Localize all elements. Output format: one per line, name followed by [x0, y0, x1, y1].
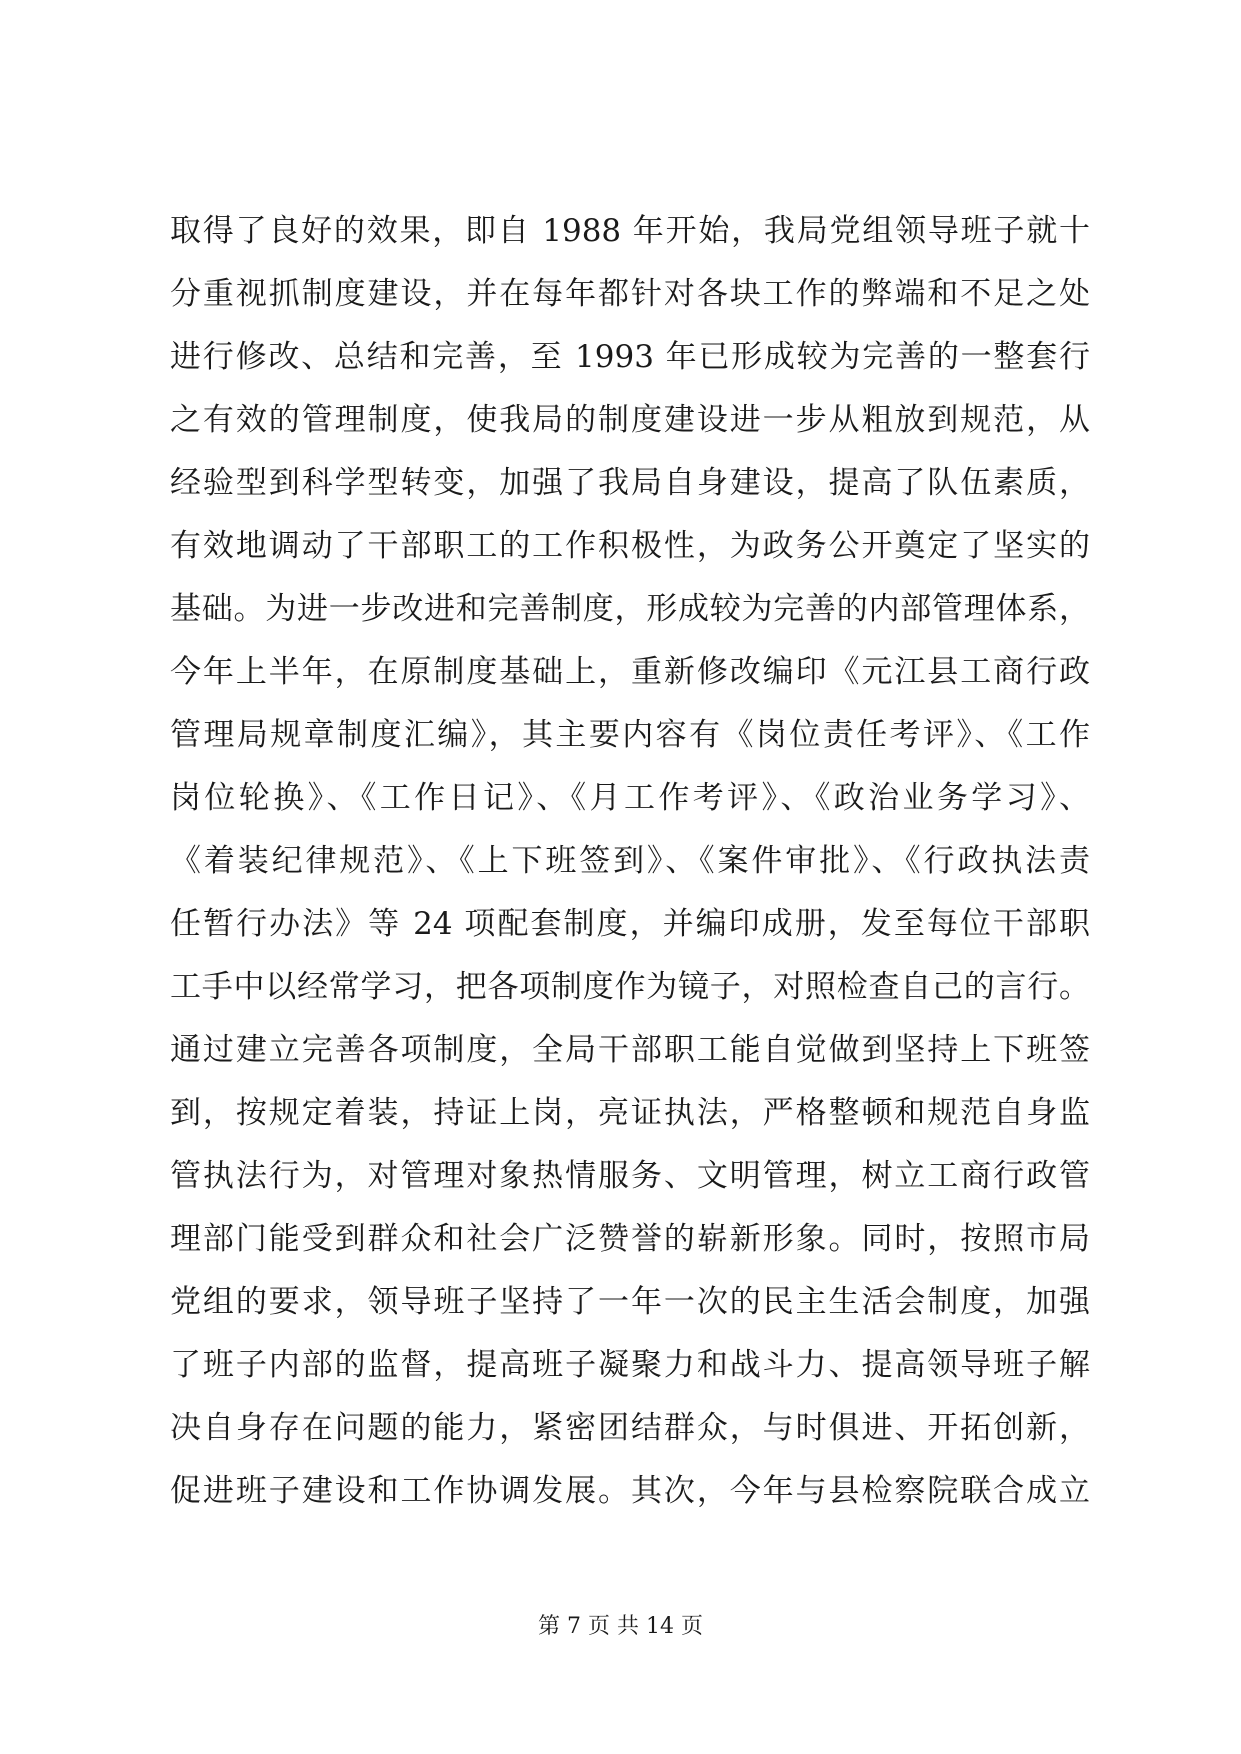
- page-number-label: 第 7 页 共 14 页: [538, 1614, 703, 1639]
- text-line: 基础。为进一步改进和完善制度，形成较为完善的内部管理体系，: [170, 591, 1090, 627]
- text-line: 通过建立完善各项制度，全局干部职工能自觉做到坚持上下班签: [170, 1032, 1090, 1068]
- text-line: 《着装纪律规范》、《上下班签到》、《案件审批》、《行政执法责: [170, 843, 1090, 879]
- text-line: 有效地调动了干部职工的工作积极性，为政务公开奠定了坚实的: [170, 528, 1090, 564]
- text-line: 任暂行办法》等 24 项配套制度，并编印成册，发至每位干部职: [170, 906, 1090, 942]
- text-line: 进行修改、总结和完善，至 1993 年已形成较为完善的一整套行: [170, 339, 1090, 375]
- text-line: 理部门能受到群众和社会广泛赞誉的崭新形象。同时，按照市局: [170, 1221, 1090, 1257]
- text-line: 岗位轮换》、《工作日记》、《月工作考评》、《政治业务学习》、: [170, 780, 1090, 816]
- text-line: 到，按规定着装，持证上岗，亮证执法，严格整顿和规范自身监: [170, 1095, 1090, 1131]
- text-line: 促进班子建设和工作协调发展。其次，今年与县检察院联合成立: [170, 1473, 1090, 1509]
- text-line: 今年上半年，在原制度基础上，重新修改编印《元江县工商行政: [170, 654, 1090, 690]
- text-line: 取得了良好的效果，即自 1988 年开始，我局党组领导班子就十: [170, 213, 1090, 249]
- text-line: 分重视抓制度建设，并在每年都针对各块工作的弊端和不足之处: [170, 276, 1090, 312]
- text-line: 经验型到科学型转变，加强了我局自身建设，提高了队伍素质，: [170, 465, 1090, 501]
- text-line: 党组的要求，领导班子坚持了一年一次的民主生活会制度，加强: [170, 1284, 1090, 1320]
- text-line: 管执法行为，对管理对象热情服务、文明管理，树立工商行政管: [170, 1158, 1090, 1194]
- text-line: 决自身存在问题的能力，紧密团结群众，与时俱进、开拓创新，: [170, 1410, 1090, 1446]
- text-line: 了班子内部的监督，提高班子凝聚力和战斗力、提高领导班子解: [170, 1347, 1090, 1383]
- text-line: 之有效的管理制度，使我局的制度建设进一步从粗放到规范，从: [170, 402, 1090, 438]
- text-line: 工手中以经常学习，把各项制度作为镜子，对照检查自己的言行。: [170, 969, 1090, 1005]
- page-footer: [0, 1612, 1241, 1642]
- body-text: [170, 200, 1090, 1523]
- text-line: 管理局规章制度汇编》，其主要内容有《岗位责任考评》、《工作: [170, 717, 1090, 753]
